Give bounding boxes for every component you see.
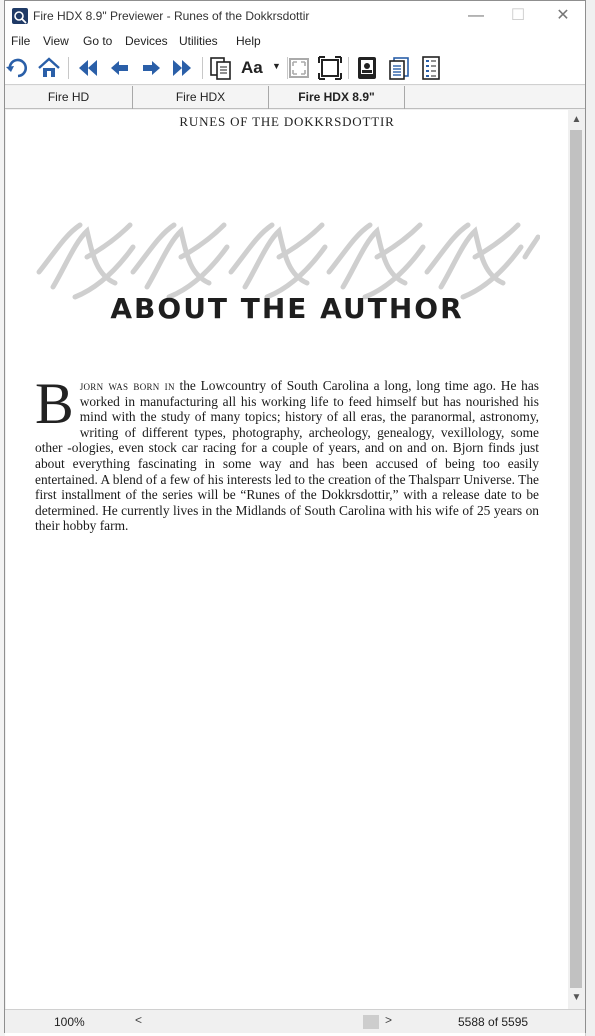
- toolbar-separator: [348, 57, 349, 79]
- menu-view[interactable]: View: [43, 34, 69, 48]
- app-logo-icon: [12, 8, 28, 24]
- running-head: RUNES OF THE DOKKRSDOTTIR: [179, 114, 395, 129]
- toc-icon[interactable]: [418, 55, 444, 81]
- page-position: 5588 of 5595: [458, 1015, 529, 1029]
- scroll-down-button[interactable]: ▼: [571, 992, 582, 1003]
- close-button[interactable]: ✕: [556, 7, 570, 24]
- tab-fire-hdx[interactable]: Fire HDX: [133, 86, 269, 109]
- scroll-up-button[interactable]: ▲: [571, 114, 582, 125]
- rotate-icon[interactable]: [5, 55, 31, 81]
- book-page[interactable]: [6, 110, 568, 1009]
- first-page-icon[interactable]: [75, 55, 101, 81]
- menu-bar: [5, 31, 585, 51]
- author-bio-paragraph: [35, 371, 539, 534]
- scroll-left-button[interactable]: <: [135, 1013, 143, 1027]
- previewer-window: [4, 0, 586, 1033]
- background-window-strip: [585, 0, 595, 1036]
- last-page-icon[interactable]: [169, 55, 195, 81]
- font-size-dropdown[interactable]: [239, 55, 283, 81]
- bio-body-text: the Lowcountry of South Carolina a long, long time ago. He has worked in manufacturing all his working life to feed himself but has nourished his mind with the study of many topics; history of all eras, the paranormal, astronomy, writing of different types, photography, archeology, genealogy, vexillology, some other -ologies, even stock car racing for a couple of years, and on and on. Bjorn finds just about everything fascinating in some way and has been accused of being too easily entertained. A blend of a few of his interests led to the creation of the Thalsparr Universe. The first installment of the series will be “Runes of the Dokkrsdottir,” with a release date to be determined. He currently lives in the Midlands of South Carolina with his wife of 25 years on their hobby farm.: [35, 378, 539, 534]
- home-icon[interactable]: [36, 55, 62, 81]
- menu-utilities[interactable]: Utilities: [179, 34, 218, 48]
- drop-cap: B: [35, 371, 74, 436]
- font-size-label: Aa: [241, 58, 263, 77]
- horizontal-scroll-thumb[interactable]: [363, 1015, 379, 1029]
- menu-help[interactable]: Help: [236, 34, 261, 48]
- toolbar-separator: [202, 57, 203, 79]
- lead-in-small-caps: jorn was born in: [79, 378, 175, 393]
- book-view-icon[interactable]: [386, 55, 412, 81]
- menu-go-to[interactable]: Go to: [83, 34, 113, 48]
- device-tab-bar: [5, 86, 585, 109]
- toolbar: [5, 51, 585, 85]
- menu-devices[interactable]: Devices: [125, 34, 168, 48]
- maximize-button[interactable]: ☐: [510, 7, 526, 24]
- tab-fire-hdx-8-9[interactable]: Fire HDX 8.9": [269, 86, 405, 109]
- window-title: Fire HDX 8.9" Previewer - Runes of the Dokkrsdottir: [33, 9, 310, 23]
- zoom-level: 100%: [54, 1015, 85, 1029]
- minimize-button[interactable]: —: [468, 7, 484, 24]
- toolbar-separator: [68, 57, 69, 79]
- chevron-down-icon: ▼: [272, 61, 281, 71]
- chapter-title: ABOUT THE AUTHOR: [110, 292, 464, 325]
- fit-page-icon[interactable]: [317, 55, 343, 81]
- vertical-scrollbar[interactable]: [568, 110, 585, 1009]
- page-layout-icon[interactable]: [208, 55, 234, 81]
- previous-page-icon[interactable]: [107, 55, 133, 81]
- title-bar[interactable]: [5, 1, 585, 31]
- menu-file[interactable]: File: [11, 34, 31, 48]
- tab-fire-hd[interactable]: Fire HD: [5, 86, 133, 109]
- status-bar: [5, 1009, 585, 1033]
- scroll-thumb[interactable]: [570, 130, 582, 988]
- scroll-right-button[interactable]: >: [385, 1013, 393, 1027]
- device-icon[interactable]: [354, 55, 380, 81]
- next-page-icon[interactable]: [138, 55, 164, 81]
- fullscreen-icon[interactable]: [286, 55, 312, 81]
